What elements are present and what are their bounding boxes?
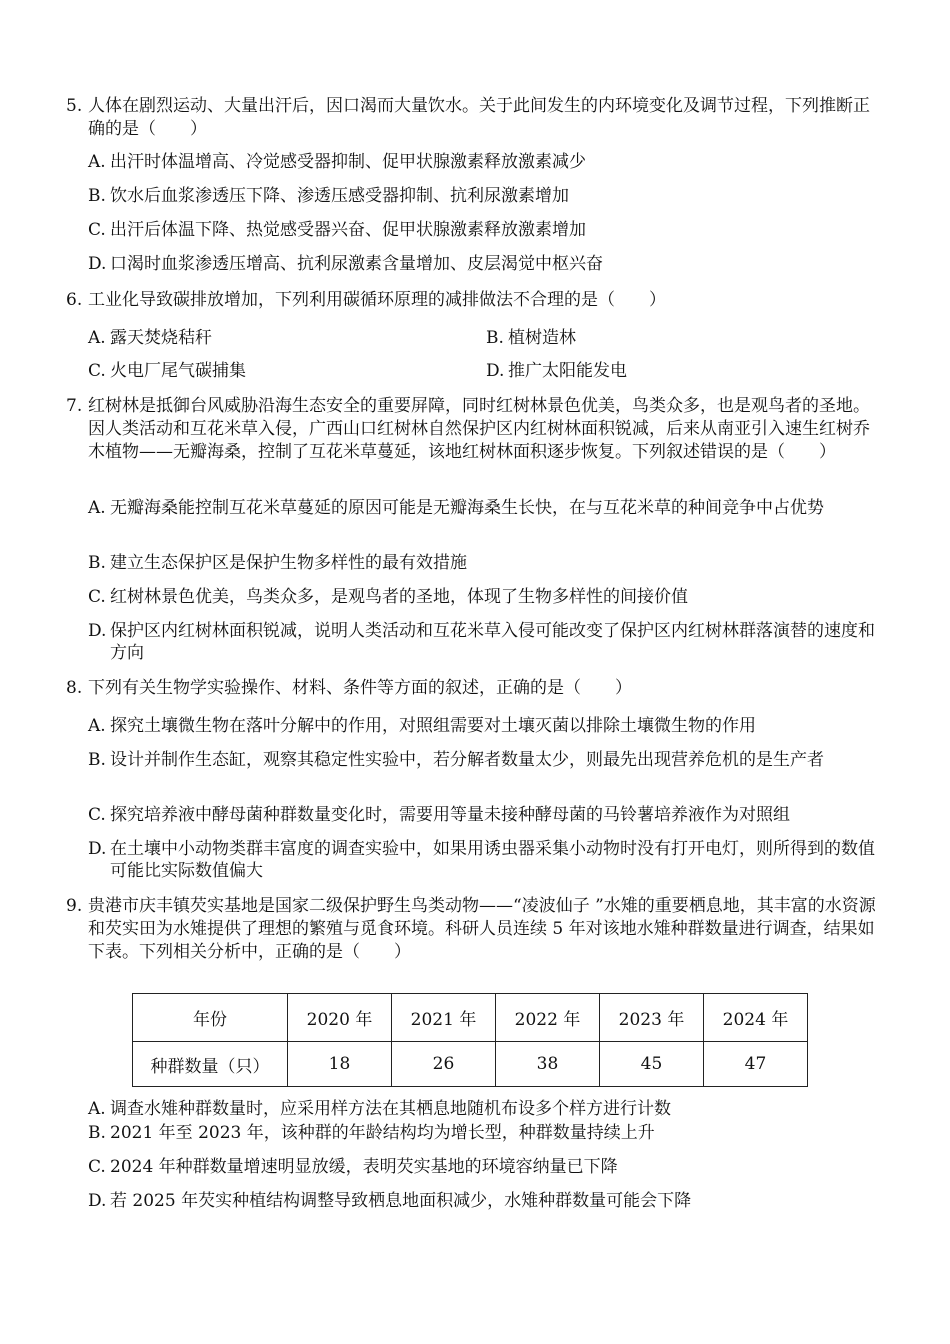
table-cell: 38 [496,1042,600,1087]
question-7 [66,395,886,464]
question-stem: 红树林是抵御台风威胁沿海生态安全的重要屏障，同时红树林景色优美，鸟类众多，也是观鸟者的圣地。因人类活动和互花米草入侵，广西山口红树林自然保护区内红树林面积锐减，后来从南亚引入速生红树乔木植物——无瓣海桑，控制了互花米草蔓延，该地红树林面积逐步恢复。下列叙述错误的是（ ） [88,396,870,462]
table-cell: 2021 年 [392,994,496,1042]
option-7a: A. 无瓣海桑能控制互花米草蔓延的原因可能是无瓣海桑生长快，在与互花米草的种间竞争中占优势 [88,498,824,518]
question-9 [66,895,886,964]
question-5 [66,95,886,141]
option-6c: C. 火电厂尾气碳捕集 [88,361,246,381]
option-9d: D. 若 2025 年芡实种植结构调整导致栖息地面积减少，水雉种群数量可能会下降 [88,1191,692,1211]
question-stem: 下列有关生物学实验操作、材料、条件等方面的叙述，正确的是（ ） [88,678,632,698]
table-header-cell: 年份 [133,994,288,1042]
option-8c: C. 探究培养液中酵母菌种群数量变化时，需要用等量未接种酵母菌的马铃薯培养液作为对照组 [88,805,790,825]
table-cell: 47 [704,1042,808,1087]
option-5d: D. 口渴时血浆渗透压增高、抗利尿激素含量增加、皮层渴觉中枢兴奋 [88,254,603,274]
option-7d: D. 保护区内红树林面积锐减，说明人类活动和互花米草入侵可能改变了保护区内红树林群落演替的速度和方向 [88,621,875,663]
table-cell: 26 [392,1042,496,1087]
question-stem: 工业化导致碳排放增加，下列利用碳循环原理的减排做法不合理的是（ ） [88,290,666,310]
question-8 [66,677,886,700]
table-cell: 2020 年 [288,994,392,1042]
question-stem: 人体在剧烈运动、大量出汗后，因口渴而大量饮水。关于此间发生的内环境变化及调节过程，下列推断正确的是（ ） [88,96,870,139]
option-5c: C. 出汗后体温下降、热觉感受器兴奋、促甲状腺激素释放激素增加 [88,220,586,240]
table-cell: 45 [600,1042,704,1087]
option-8b: B. 设计并制作生态缸，观察其稳定性实验中，若分解者数量太少，则最先出现营养危机的是生产者 [88,750,824,770]
question-number: 5. [66,96,83,116]
question-number: 8. [66,678,83,698]
option-5b: B. 饮水后血浆渗透压下降、渗透压感受器抑制、抗利尿激素增加 [88,186,569,206]
table-cell: 2022 年 [496,994,600,1042]
option-9a: A. 调查水雉种群数量时，应采用样方法在其栖息地随机布设多个样方进行计数 [88,1099,671,1119]
option-6b: B. 植树造林 [486,328,576,348]
option-6a: A. 露天焚烧秸秆 [88,328,212,348]
option-6d: D. 推广太阳能发电 [486,361,627,381]
option-9c: C. 2024 年种群数量增速明显放缓，表明芡实基地的环境容纳量已下降 [88,1157,618,1177]
question-number: 6. [66,290,83,310]
table-cell: 2024 年 [704,994,808,1042]
option-8d: D. 在土壤中小动物类群丰富度的调查实验中，如果用诱虫器采集小动物时没有打开电灯，则所得到的数值可能比实际数值偏大 [88,839,875,881]
option-7b: B. 建立生态保护区是保护生物多样性的最有效措施 [88,553,467,573]
table-cell: 18 [288,1042,392,1087]
option-8a: A. 探究土壤微生物在落叶分解中的作用，对照组需要对土壤灭菌以排除土壤微生物的作用 [88,716,756,736]
question-6 [66,289,886,312]
table-row [133,1042,808,1087]
option-5a: A. 出汗时体温增高、冷觉感受器抑制、促甲状腺激素释放激素减少 [88,152,586,172]
question-stem: 贵港市庆丰镇芡实基地是国家二级保护野生鸟类动物——“凌波仙子 ”水雉的重要栖息地，其丰富的水资源和芡实田为水雉提供了理想的繁殖与觅食环境。科研人员连续 5 年对该地水雉种群数量进行调查，结果如下表。下列相关分析中，正确的是（ ） [88,896,876,962]
table-header-cell: 种群数量（只） [133,1042,288,1087]
population-table [132,993,808,1087]
table-cell: 2023 年 [600,994,704,1042]
option-7c: C. 红树林景色优美，鸟类众多，是观鸟者的圣地，体现了生物多样性的间接价值 [88,587,688,607]
question-number: 7. [66,396,83,416]
table-row [133,994,808,1042]
question-number: 9. [66,896,83,916]
option-9b: B. 2021 年至 2023 年，该种群的年龄结构均为增长型，种群数量持续上升 [88,1123,655,1143]
